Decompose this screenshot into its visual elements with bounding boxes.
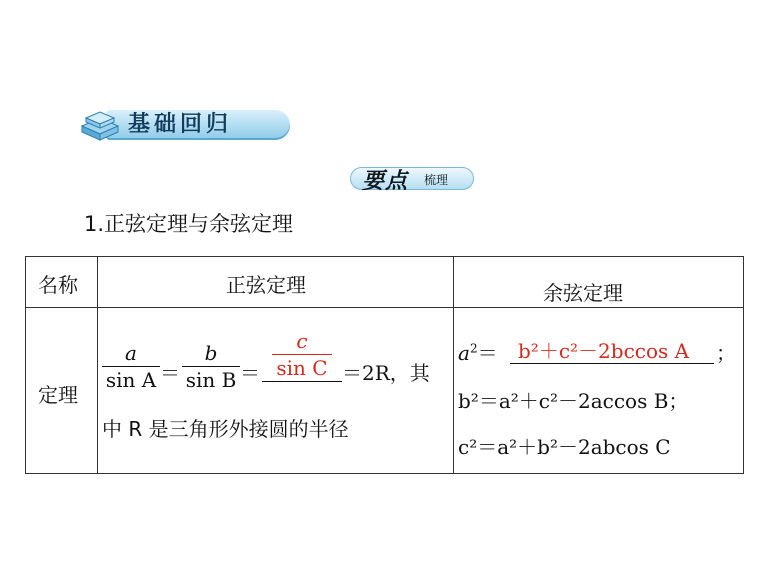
cosine-line1-answer: b²＋c²－2bccos A <box>518 339 690 363</box>
fraction-numerator: b <box>204 341 218 365</box>
fraction-numerator: a <box>125 341 137 365</box>
section-title: 1.正弦定理与余弦定理 <box>84 212 294 236</box>
row-divider <box>26 307 743 308</box>
col-divider <box>453 257 454 473</box>
equals-sign: ＝ <box>160 361 180 385</box>
fraction-denominator: sin A <box>105 368 157 392</box>
tag-main-text: 要点 <box>362 168 409 194</box>
answer-blank-line <box>262 381 342 382</box>
fraction-b-over-sinB <box>182 341 240 392</box>
section-banner <box>78 104 290 144</box>
cosine-line2: b²＝a²＋c²－2accos B； <box>458 389 689 413</box>
header-cosine: 余弦定理 <box>543 281 623 305</box>
header-sine: 正弦定理 <box>226 273 306 297</box>
cosine-line3: c²＝a²＋b²－2abcos C <box>458 435 671 459</box>
tag-sub-text: 梳理 <box>424 173 449 187</box>
equals-sign: ＝ <box>240 361 260 385</box>
fraction-denominator: sin C <box>276 356 328 380</box>
fraction-numerator: c <box>296 329 308 353</box>
fraction-c-over-sinC-answer <box>272 329 332 380</box>
header-name: 名称 <box>38 273 78 297</box>
row-label: 定理 <box>38 383 78 407</box>
key-points-tag <box>350 164 474 192</box>
theorem-table <box>25 256 744 474</box>
sine-explanation: 中 R 是三角形外接圆的半径 <box>102 417 349 441</box>
book-stack-icon <box>78 104 122 144</box>
banner-title: 基础回归 <box>128 112 233 137</box>
answer-blank-line <box>510 363 714 364</box>
col-divider <box>97 257 98 473</box>
sine-tail: ＝2R，其 <box>342 361 430 385</box>
fraction-a-over-sinA <box>102 341 160 392</box>
fraction-denominator: sin B <box>185 368 237 392</box>
cosine-line1-end: ； <box>716 341 736 365</box>
cosine-line1-lhs: $a^2=$ <box>458 341 498 365</box>
